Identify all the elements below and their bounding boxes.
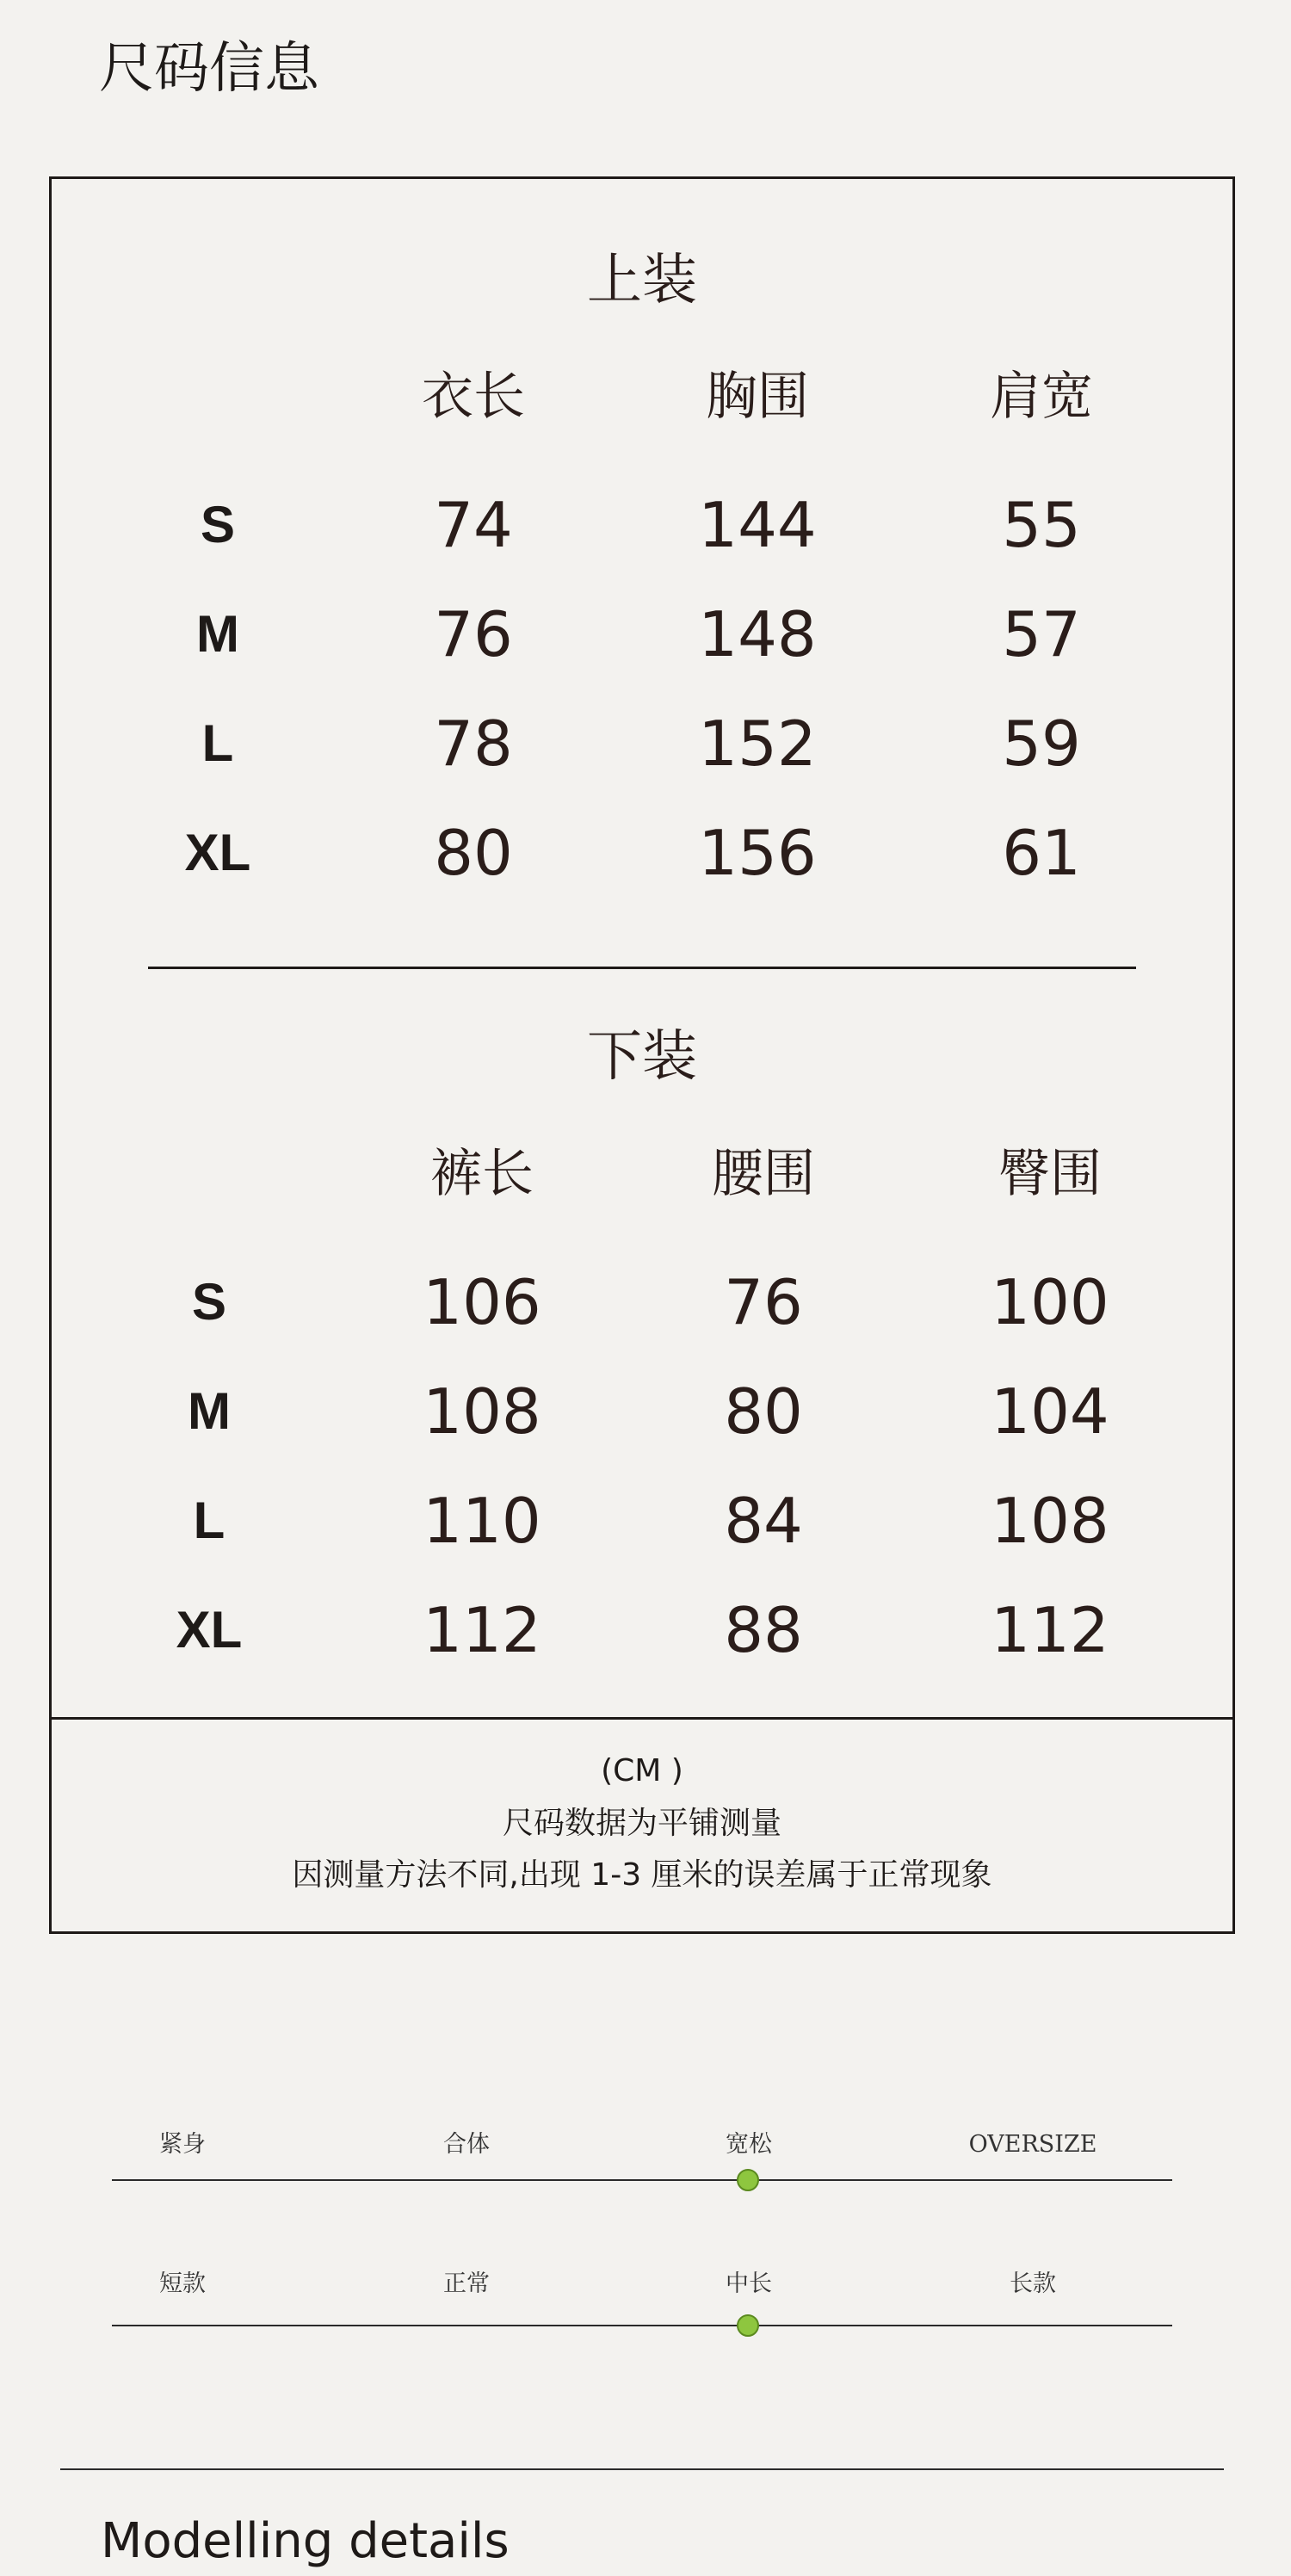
measure-value: 78 [434, 707, 513, 780]
size-label: XL [184, 824, 251, 881]
length-scale-label: 长款 [1010, 2270, 1056, 2297]
top-section-title: 上装 [587, 249, 697, 312]
size-label: XL [176, 1601, 243, 1659]
bottom-col-header: 臀围 [998, 1144, 1102, 1204]
measure-value: 84 [724, 1485, 803, 1557]
page-title: 尺码信息 [99, 37, 319, 101]
tolerance-note: 因测量方法不同,出现 1-3 厘米的误差属于正常现象 [292, 1857, 992, 1893]
measure-value: 112 [423, 1594, 541, 1666]
measure-value: 55 [1002, 489, 1081, 561]
measure-value: 148 [698, 598, 817, 670]
size-label: M [196, 605, 239, 663]
fit-scale-label: 紧身 [159, 2131, 206, 2158]
measure-value: 57 [1002, 598, 1081, 670]
measure-value: 112 [991, 1594, 1109, 1666]
size-label: S [200, 496, 236, 553]
length-scale-line [112, 2325, 1172, 2326]
measure-note: 尺码数据为平铺测量 [502, 1806, 781, 1841]
length-scale-label: 中长 [726, 2270, 772, 2297]
fit-scale-label: 合体 [443, 2131, 490, 2158]
measure-value: 59 [1002, 707, 1081, 780]
measure-value: 76 [434, 598, 513, 670]
measure-value: 88 [724, 1594, 803, 1666]
measure-value: 152 [698, 707, 817, 780]
measure-value: 156 [698, 817, 817, 889]
fit-scale-label: 宽松 [726, 2131, 772, 2158]
unit-note: (CM ) [601, 1753, 683, 1788]
measure-value: 104 [991, 1375, 1109, 1448]
measure-value: 108 [423, 1375, 541, 1448]
top-col-header: 肩宽 [990, 367, 1093, 427]
size-label: S [191, 1273, 227, 1331]
size-label: L [201, 714, 234, 772]
measure-value: 144 [698, 489, 817, 561]
measure-value: 61 [1002, 817, 1081, 889]
bottom-col-header: 腰围 [712, 1144, 815, 1204]
fit-scale-label: OVERSIZE [968, 2131, 1097, 2158]
measure-value: 108 [991, 1485, 1109, 1557]
measure-value: 110 [423, 1485, 541, 1557]
fit-scale-line [112, 2179, 1172, 2181]
length-scale-label: 正常 [443, 2270, 490, 2297]
bottom-col-header: 裤长 [430, 1144, 534, 1204]
length-indicator-dot [737, 2314, 759, 2337]
top-col-header: 胸围 [706, 367, 809, 427]
top-col-header: 衣长 [422, 367, 525, 427]
measure-value: 80 [434, 817, 513, 889]
fit-indicator-dot [737, 2169, 759, 2191]
measure-value: 106 [423, 1266, 541, 1338]
modelling-details-title: Modelling details [101, 2513, 510, 2569]
length-scale-label: 短款 [159, 2270, 206, 2297]
footer-divider [60, 2468, 1224, 2470]
bottom-section-title: 下装 [587, 1025, 697, 1089]
measure-value: 100 [991, 1266, 1109, 1338]
measure-value: 80 [724, 1375, 803, 1448]
measure-value: 74 [434, 489, 513, 561]
size-label: L [193, 1492, 225, 1549]
section-divider [148, 967, 1136, 969]
measure-value: 76 [724, 1266, 803, 1338]
notes-divider [49, 1717, 1235, 1720]
size-label: M [188, 1382, 231, 1440]
